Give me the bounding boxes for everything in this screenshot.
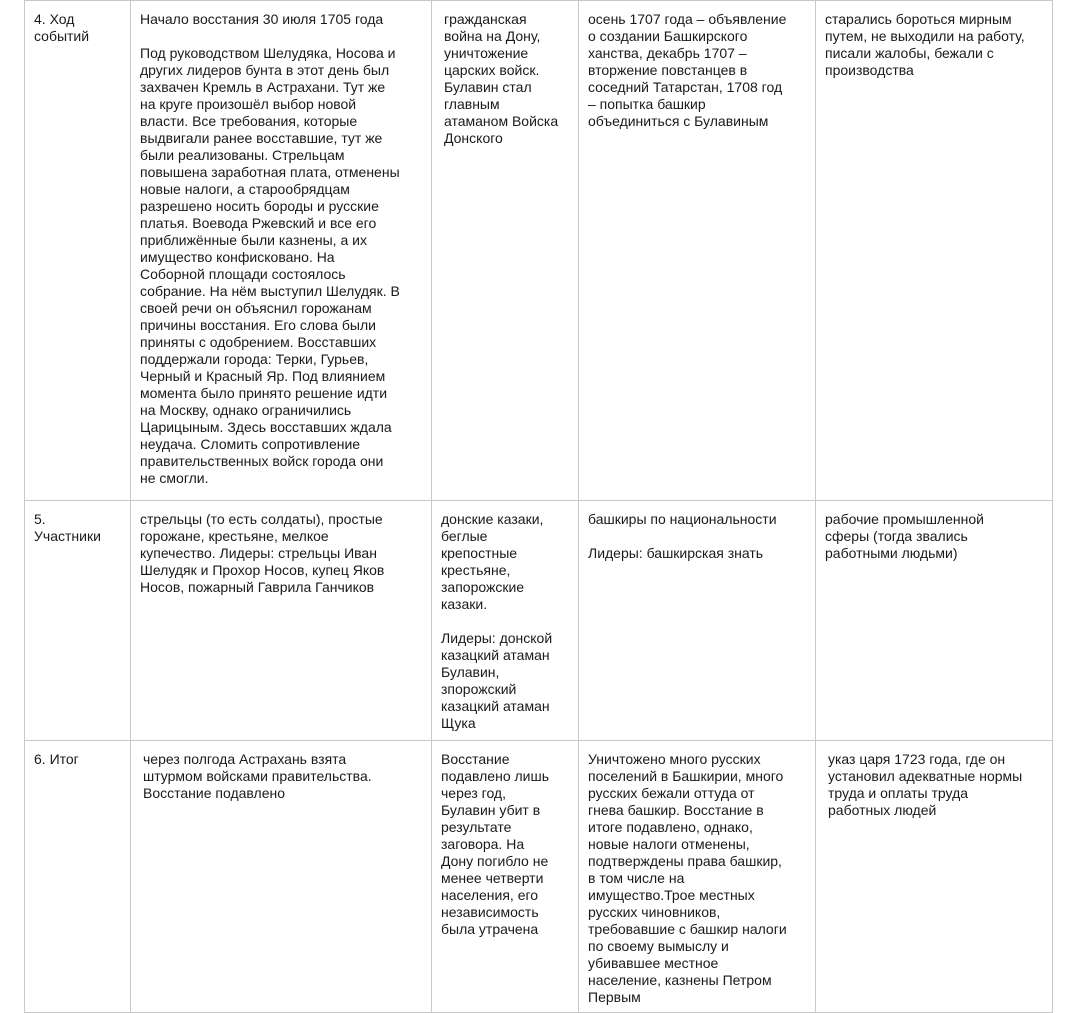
cell-text: старались бороться мирным путем, не выходили на работу, писали жалобы, бежали с производства xyxy=(825,11,1025,78)
table-cell xyxy=(816,1,1053,501)
cell-text: Лидеры: башкирская знать xyxy=(588,545,764,561)
cell-text: стрельцы (то есть солдаты), простые горожане, крестьяне, мелкое купечество. Лидеры: стрельцы Иван Шелудяк и Прохор Носов, купец Яков Носов, пожарный Гаврила Ганчиков xyxy=(140,511,385,595)
cell-text: башкиры по национальности xyxy=(588,511,777,527)
table-cell xyxy=(816,741,1053,1013)
row-label-cell xyxy=(25,1,131,501)
cell-text: донские казаки, беглые крепостные крестьяне, запорожские казаки. xyxy=(441,511,544,612)
cell-text: рабочие промышленной сферы (тогда звались работными людьми) xyxy=(825,511,984,561)
table-cell xyxy=(579,741,816,1013)
table-row xyxy=(25,741,1053,1013)
cell-text: гражданская война на Дону, уничтожение царских войск. Булавин стал главным атаманом Войска Донского xyxy=(444,11,559,146)
cell-text: указ царя 1723 года, где он установил адекватные нормы труда и оплаты труда работных людей xyxy=(828,751,1023,818)
table-row xyxy=(25,1,1053,501)
row-label-cell xyxy=(25,501,131,741)
cell-text: Восстание подавлено лишь через год, Булавин убит в результате заговора. На Дону погибло не менее четверти населения, его независимость была утрачена xyxy=(441,751,550,937)
table-cell xyxy=(432,1,579,501)
history-table xyxy=(24,0,1053,1013)
cell-text: Уничтожено много русских поселений в Башкирии, много русских бежали оттуда от гнева башкир. Восстание в итоге подавлено, однако, новые налоги отменены, подтверждены права башкир, в том числе на имущество.Трое местных русских чиновников, требовавшие с башкир налоги по своему вымыслу и убивавшее местное население, казнены Петром Первым xyxy=(588,751,787,1005)
cell-text: через полгода Астрахань взята штурмом войсками правительства. Восстание подавлено xyxy=(143,751,372,801)
cell-text: осень 1707 года – объявление о создании Башкирского ханства, декабрь 1707 – вторжение повстанцев в соседний Татарстан, 1708 год – попытка башкир объединиться с Булавиным xyxy=(588,11,787,129)
table-cell xyxy=(816,501,1053,741)
row-label: 5. Участники xyxy=(34,511,101,544)
cell-text: Лидеры: донской казацкий атаман Булавин, зпорожский казацкий атаман Щука xyxy=(441,630,553,731)
row-label-cell xyxy=(25,741,131,1013)
table-row xyxy=(25,501,1053,741)
row-label: 4. Ход событий xyxy=(34,11,90,44)
table-cell xyxy=(131,741,432,1013)
table-cell xyxy=(579,501,816,741)
cell-text: Начало восстания 30 июля 1705 года xyxy=(140,11,384,27)
table-cell xyxy=(131,501,432,741)
table-cell xyxy=(432,741,579,1013)
cell-text: Под руководством Шелудяка, Носова и других лидеров бунта в этот день был захвачен Кремль в Астрахани. Тут же на круге произошёл выбор новой власти. Все требования, которые выдвигали ранее восставшие, тут же были реализованы. Стрельцам повышена заработная плата, отменены новые налоги, а старообрядцам разрешено носить бороды и русские платья. Воевода Ржевский и все его приближённые были казнены, а их имущество конфисковано. На Соборной площади состоялось собрание. На нём выступил Шелудяк. В своей речи он объяснил горожанам причины восстания. Его слова были приняты с одобрением. Восставших поддержали города: Терки, Гурьев, Черный и Красный Яр. Под влиянием момента было принято решение идти на Москву, однако ограничились Царицыным. Здесь восставших ждала неудача. Сломить сопротивление правительственных войск города они не смогли. xyxy=(140,45,400,486)
table-cell xyxy=(432,501,579,741)
table-cell xyxy=(131,1,432,501)
table-cell xyxy=(579,1,816,501)
row-label: 6. Итог xyxy=(34,751,79,767)
